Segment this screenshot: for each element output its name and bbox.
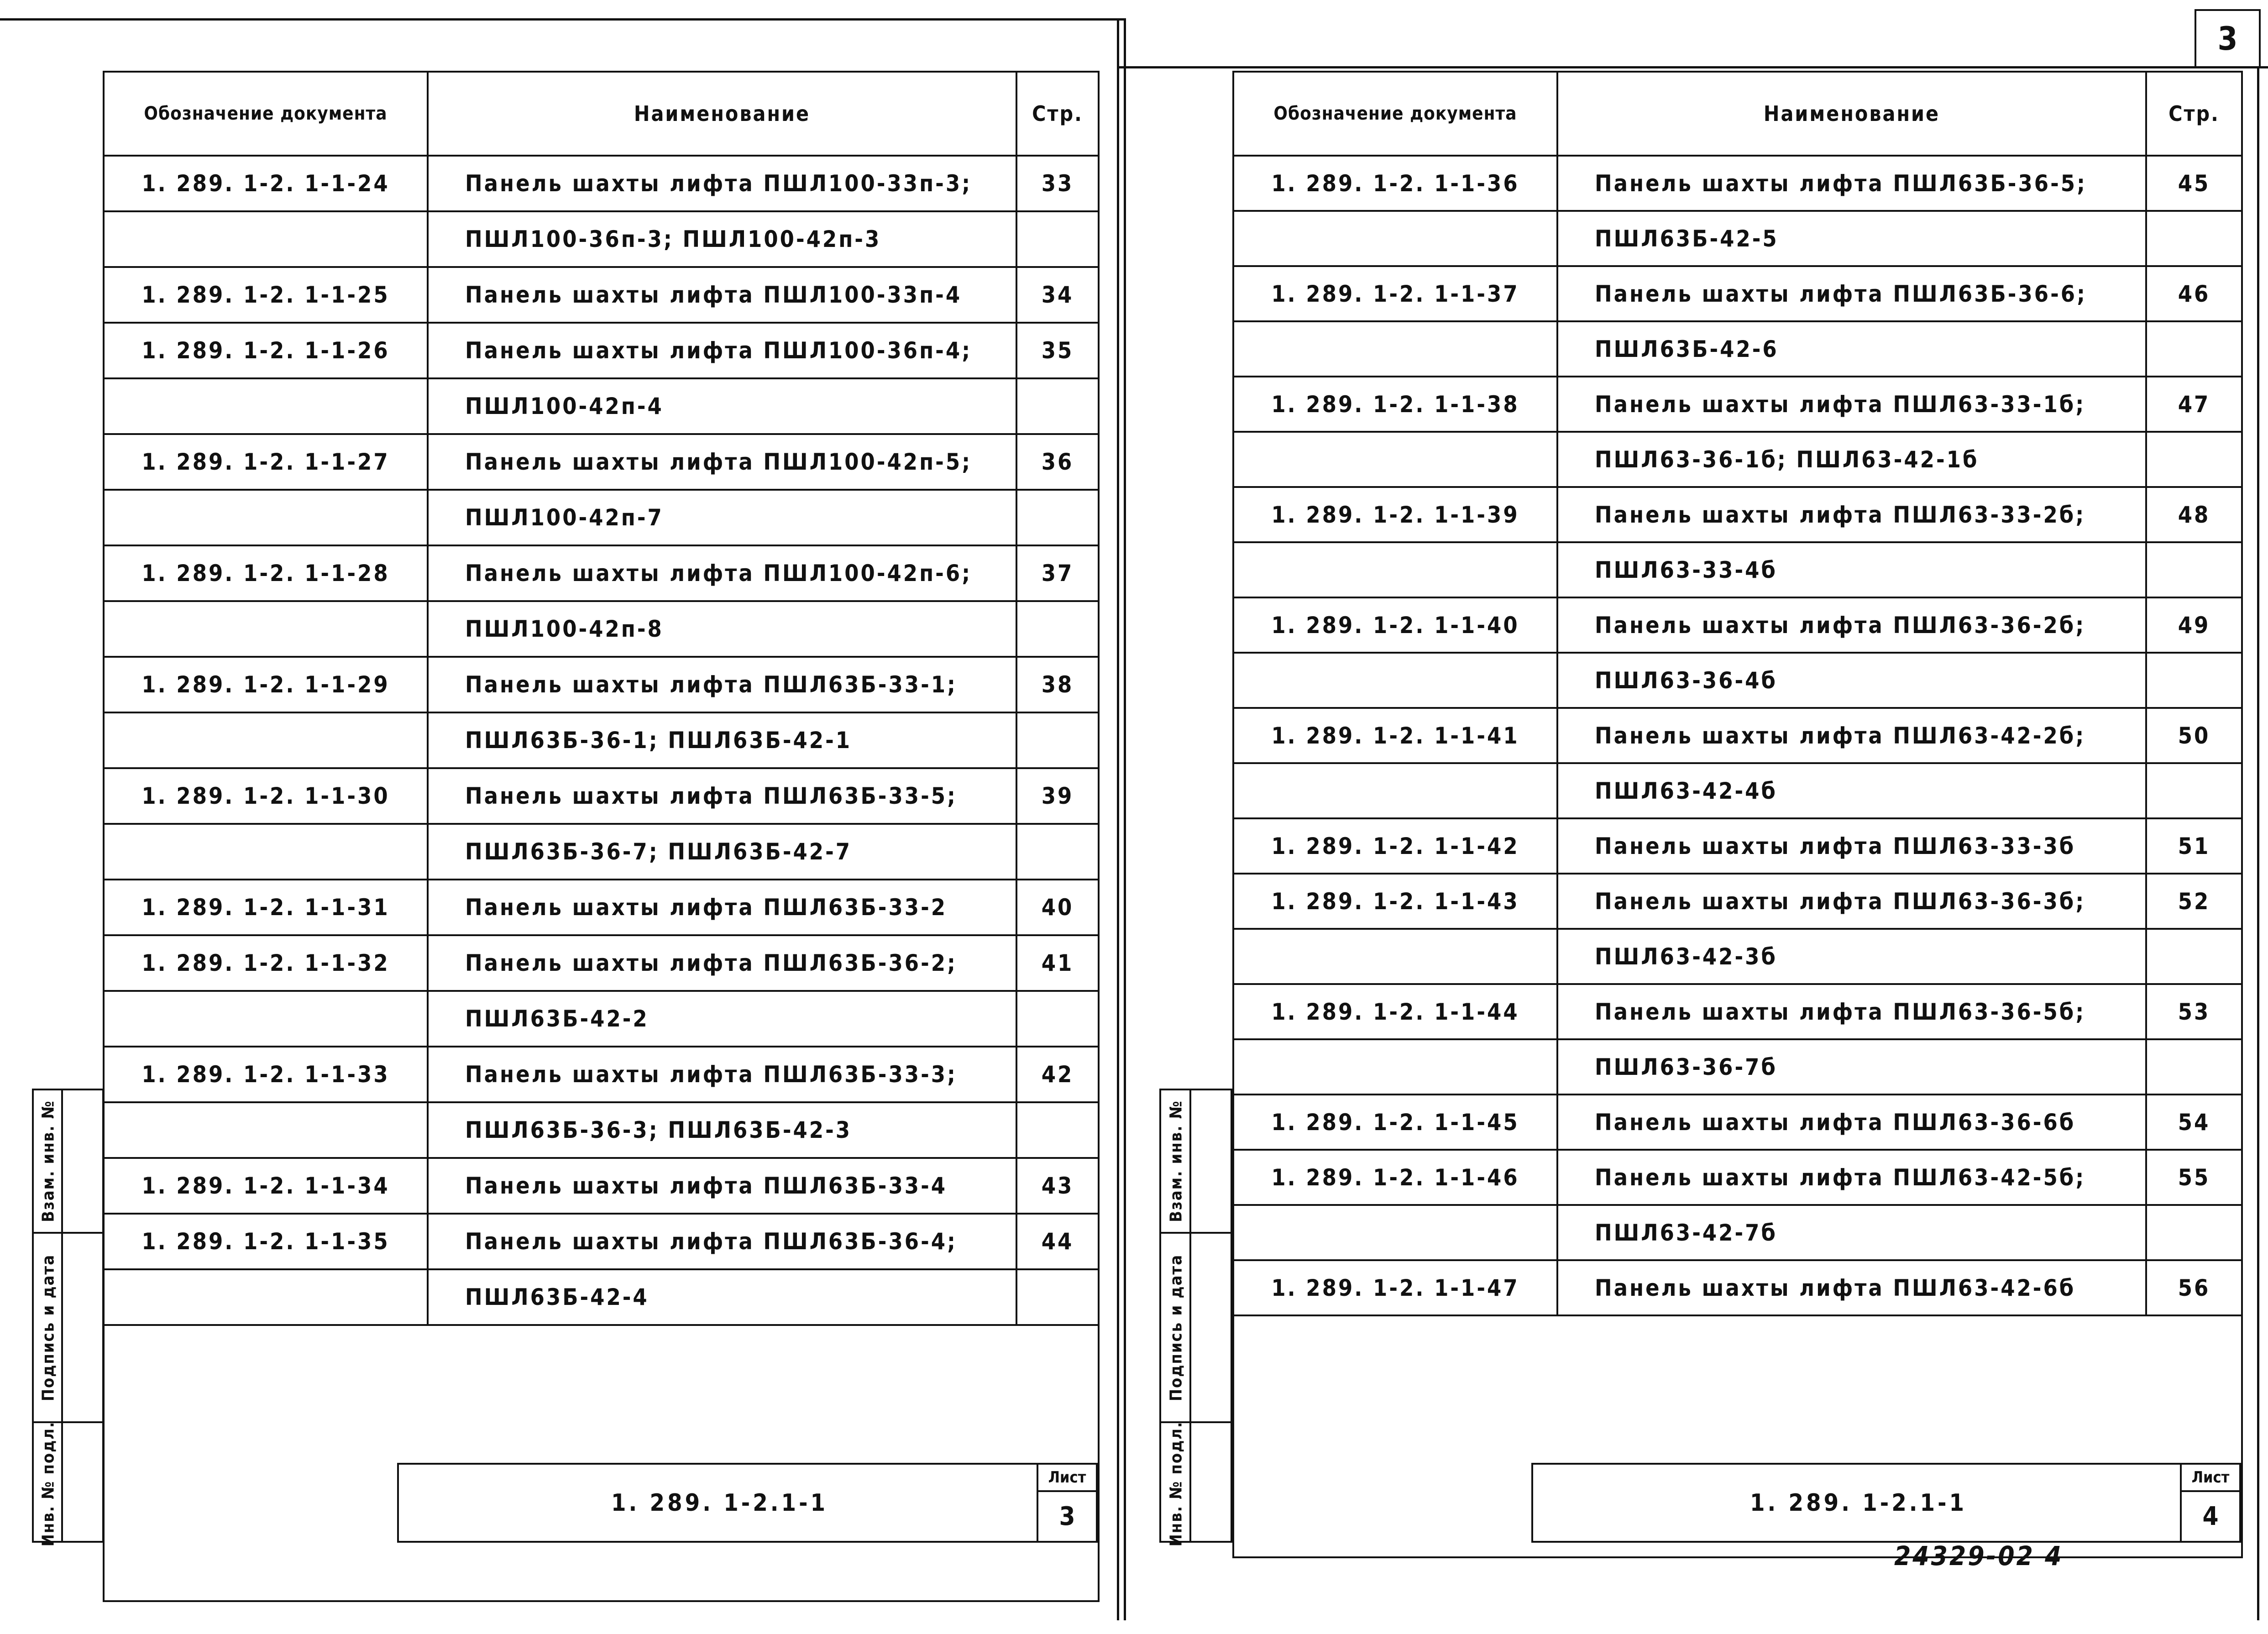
table-row <box>1233 1205 2242 1260</box>
cell-name: ПШЛ100-36п-3; ПШЛ100-42п-3 <box>428 211 1016 267</box>
cell-page: 39 <box>1016 768 1099 824</box>
stamp-sheet-label: Лист <box>2182 1465 2239 1492</box>
cell-document-code: 1. 289. 1-2. 1-1-44 <box>1233 984 1557 1039</box>
cell-document-code <box>104 378 428 434</box>
table-row <box>104 601 1099 657</box>
cell-page: 47 <box>2146 377 2242 432</box>
table-row <box>1233 874 2242 929</box>
cell-page: 50 <box>2146 708 2242 763</box>
cell-document-code: 1. 289. 1-2. 1-1-26 <box>104 323 428 378</box>
left-sheet-right-border <box>1124 18 1126 1620</box>
corner-page-number: 3 <box>2217 20 2238 58</box>
cell-page: 54 <box>2146 1095 2242 1150</box>
cell-name: Панель шахты лифта ПШЛ63Б-33-3; <box>428 1047 1016 1102</box>
table-row <box>104 657 1099 712</box>
cell-page: 43 <box>1016 1158 1099 1214</box>
cell-name: ПШЛ63-42-7б <box>1557 1205 2146 1260</box>
cell-page <box>2146 653 2242 708</box>
cell-name: ПШЛ63Б-42-6 <box>1557 321 2146 377</box>
cell-name: ПШЛ63Б-36-7; ПШЛ63Б-42-7 <box>428 824 1016 880</box>
table-row <box>104 323 1099 378</box>
left-side-strip <box>32 1089 104 1547</box>
cell-document-code <box>1233 929 1557 984</box>
cell-page: 48 <box>2146 487 2242 542</box>
cell-page: 42 <box>1016 1047 1099 1102</box>
cell-document-code: 1. 289. 1-2. 1-1-27 <box>104 434 428 490</box>
cell-document-code <box>1233 763 1557 818</box>
cell-name: Панель шахты лифта ПШЛ63-36-2б; <box>1557 597 2146 653</box>
cell-page <box>2146 763 2242 818</box>
cell-name: Панель шахты лифта ПШЛ63Б-36-6; <box>1557 266 2146 321</box>
label-signature-date: Подпись и дата <box>39 1254 58 1401</box>
table-row <box>1233 1039 2242 1095</box>
cell-page: 37 <box>1016 545 1099 601</box>
cell-name: Панель шахты лифта ПШЛ63Б-36-2; <box>428 935 1016 991</box>
cell-page: 45 <box>2146 156 2242 211</box>
right-document-table <box>1232 71 2243 1558</box>
table-row <box>1233 211 2242 266</box>
table-row <box>1233 763 2242 818</box>
left-document-table <box>103 71 1100 1602</box>
cell-page: 40 <box>1016 880 1099 935</box>
header-name: Наименование <box>1557 72 2146 156</box>
table-header-row <box>104 72 1099 156</box>
cell-page <box>2146 432 2242 487</box>
cell-document-code: 1. 289. 1-2. 1-1-40 <box>1233 597 1557 653</box>
cell-page: 33 <box>1016 156 1099 211</box>
table-row <box>104 880 1099 935</box>
table-row <box>104 1102 1099 1158</box>
cell-document-code: 1. 289. 1-2. 1-1-30 <box>104 768 428 824</box>
cell-page: 56 <box>2146 1260 2242 1315</box>
cell-name: Панель шахты лифта ПШЛ63Б-36-4; <box>428 1214 1016 1269</box>
cell-name: ПШЛ63-42-3б <box>1557 929 2146 984</box>
right-side-strip <box>1159 1089 1232 1547</box>
cell-name: Панель шахты лифта ПШЛ100-36п-4; <box>428 323 1016 378</box>
cell-page <box>1016 712 1099 768</box>
cell-name: ПШЛ63Б-42-2 <box>428 991 1016 1047</box>
cell-page <box>2146 1039 2242 1095</box>
cell-page <box>1016 601 1099 657</box>
label-original-inv: Инв. № подл. <box>1167 1421 1186 1547</box>
cell-name: Панель шахты лифта ПШЛ63-33-3б <box>1557 818 2146 874</box>
cell-page: 46 <box>2146 266 2242 321</box>
label-signature-date: Подпись и дата <box>1167 1254 1186 1401</box>
cell-name: Панель шахты лифта ПШЛ63Б-33-5; <box>428 768 1016 824</box>
cell-page <box>1016 211 1099 267</box>
cell-page: 55 <box>2146 1150 2242 1205</box>
cell-document-code: 1. 289. 1-2. 1-1-33 <box>104 1047 428 1102</box>
table-row <box>1233 984 2242 1039</box>
top-border-line <box>0 18 1125 21</box>
cell-page: 36 <box>1016 434 1099 490</box>
cell-name: Панель шахты лифта ПШЛ100-33п-3; <box>428 156 1016 211</box>
cell-name: ПШЛ63Б-42-5 <box>1557 211 2146 266</box>
cell-name: Панель шахты лифта ПШЛ63-33-2б; <box>1557 487 2146 542</box>
cell-document-code <box>1233 542 1557 597</box>
table-row <box>1233 487 2242 542</box>
cell-name: ПШЛ100-42п-7 <box>428 490 1016 545</box>
table-row <box>104 490 1099 545</box>
right-sheet-top-border <box>1117 66 2268 68</box>
cell-page <box>1016 490 1099 545</box>
cell-page: 49 <box>2146 597 2242 653</box>
header-document-code: Обозначение документа <box>1233 72 1557 156</box>
cell-document-code: 1. 289. 1-2. 1-1-45 <box>1233 1095 1557 1150</box>
cell-document-code: 1. 289. 1-2. 1-1-46 <box>1233 1150 1557 1205</box>
cell-name: Панель шахты лифта ПШЛ63-42-5б; <box>1557 1150 2146 1205</box>
cell-document-code <box>1233 1039 1557 1095</box>
cell-page: 52 <box>2146 874 2242 929</box>
table-row <box>1233 377 2242 432</box>
table-row <box>104 1047 1099 1102</box>
cell-name: Панель шахты лифта ПШЛ100-42п-5; <box>428 434 1016 490</box>
cell-page <box>1016 991 1099 1047</box>
table-row <box>104 712 1099 768</box>
header-name: Наименование <box>428 72 1016 156</box>
cell-name: Панель шахты лифта ПШЛ63Б-33-1; <box>428 657 1016 712</box>
table-row <box>1233 653 2242 708</box>
cell-name: Панель шахты лифта ПШЛ100-42п-6; <box>428 545 1016 601</box>
cell-name: ПШЛ63Б-36-1; ПШЛ63Б-42-1 <box>428 712 1016 768</box>
cell-name: Панель шахты лифта ПШЛ100-33п-4 <box>428 267 1016 323</box>
cell-page: 44 <box>1016 1214 1099 1269</box>
cell-document-code: 1. 289. 1-2. 1-1-38 <box>1233 377 1557 432</box>
table-row <box>104 991 1099 1047</box>
table-row <box>1233 432 2242 487</box>
archive-number: 24329-02 4 <box>1894 1540 2064 1571</box>
table-row <box>1233 156 2242 211</box>
cell-document-code <box>104 824 428 880</box>
cell-document-code: 1. 289. 1-2. 1-1-25 <box>104 267 428 323</box>
cell-name: ПШЛ63Б-36-3; ПШЛ63Б-42-3 <box>428 1102 1016 1158</box>
cell-name: ПШЛ63-36-4б <box>1557 653 2146 708</box>
table-row <box>104 267 1099 323</box>
header-page: Стр. <box>2146 72 2242 156</box>
label-original-inv: Инв. № подл. <box>39 1421 58 1547</box>
cell-document-code: 1. 289. 1-2. 1-1-36 <box>1233 156 1557 211</box>
cell-page: 34 <box>1016 267 1099 323</box>
cell-document-code <box>104 211 428 267</box>
right-sheet-right-border <box>2257 66 2259 1620</box>
cell-name: Панель шахты лифта ПШЛ63Б-36-5; <box>1557 156 2146 211</box>
cell-page: 51 <box>2146 818 2242 874</box>
stamp-sheet-number: 4 <box>2202 1502 2219 1531</box>
cell-name: ПШЛ63-36-1б; ПШЛ63-42-1б <box>1557 432 2146 487</box>
table-row <box>1233 818 2242 874</box>
cell-name: ПШЛ63-42-4б <box>1557 763 2146 818</box>
cell-document-code: 1. 289. 1-2. 1-1-47 <box>1233 1260 1557 1315</box>
header-document-code: Обозначение документа <box>104 72 428 156</box>
cell-name: Панель шахты лифта ПШЛ63Б-33-4 <box>428 1158 1016 1214</box>
cell-document-code: 1. 289. 1-2. 1-1-35 <box>104 1214 428 1269</box>
cell-document-code: 1. 289. 1-2. 1-1-29 <box>104 657 428 712</box>
table-header-row <box>1233 72 2242 156</box>
table-row <box>104 1158 1099 1214</box>
header-page: Стр. <box>1016 72 1099 156</box>
cell-document-code <box>1233 321 1557 377</box>
cell-page <box>2146 542 2242 597</box>
table-row <box>1233 1095 2242 1150</box>
stamp-document-code: 1. 289. 1-2.1-1 <box>611 1489 828 1517</box>
cell-document-code <box>1233 211 1557 266</box>
cell-document-code: 1. 289. 1-2. 1-1-37 <box>1233 266 1557 321</box>
table-row <box>1233 708 2242 763</box>
table-row <box>104 935 1099 991</box>
cell-document-code: 1. 289. 1-2. 1-1-43 <box>1233 874 1557 929</box>
table-row <box>1233 321 2242 377</box>
table-row <box>1233 929 2242 984</box>
cell-document-code <box>104 490 428 545</box>
cell-name: ПШЛ100-42п-8 <box>428 601 1016 657</box>
table-row <box>1233 1150 2242 1205</box>
cell-name: Панель шахты лифта ПШЛ63-36-5б; <box>1557 984 2146 1039</box>
cell-page: 35 <box>1016 323 1099 378</box>
table-row <box>104 434 1099 490</box>
cell-name: Панель шахты лифта ПШЛ63-36-6б <box>1557 1095 2146 1150</box>
table-row <box>1233 1260 2242 1315</box>
cell-document-code: 1. 289. 1-2. 1-1-42 <box>1233 818 1557 874</box>
cell-page <box>2146 929 2242 984</box>
right-title-block <box>1531 1463 2241 1543</box>
cell-document-code: 1. 289. 1-2. 1-1-28 <box>104 545 428 601</box>
cell-page <box>2146 211 2242 266</box>
cell-name: Панель шахты лифта ПШЛ63-42-2б; <box>1557 708 2146 763</box>
cell-document-code <box>104 1102 428 1158</box>
stamp-sheet-label: Лист <box>1038 1465 1096 1492</box>
cell-page <box>1016 378 1099 434</box>
stamp-document-code: 1. 289. 1-2.1-1 <box>1749 1489 1967 1517</box>
table-row <box>104 211 1099 267</box>
table-row <box>1233 266 2242 321</box>
cell-page <box>1016 1269 1099 1325</box>
cell-name: ПШЛ63-33-4б <box>1557 542 2146 597</box>
table-row <box>1233 597 2242 653</box>
label-replaced-inv: Взам. инв. № <box>1167 1100 1186 1222</box>
cell-document-code <box>104 1269 428 1325</box>
cell-name: ПШЛ100-42п-4 <box>428 378 1016 434</box>
cell-page: 38 <box>1016 657 1099 712</box>
table-row <box>104 768 1099 824</box>
table-row <box>104 1214 1099 1269</box>
cell-document-code: 1. 289. 1-2. 1-1-34 <box>104 1158 428 1214</box>
cell-page: 53 <box>2146 984 2242 1039</box>
stamp-sheet-number: 3 <box>1059 1502 1075 1531</box>
cell-document-code: 1. 289. 1-2. 1-1-31 <box>104 880 428 935</box>
cell-document-code <box>1233 432 1557 487</box>
corner-page-box <box>2195 9 2261 68</box>
cell-document-code <box>104 991 428 1047</box>
table-row <box>104 545 1099 601</box>
cell-page: 41 <box>1016 935 1099 991</box>
cell-page <box>1016 824 1099 880</box>
label-replaced-inv: Взам. инв. № <box>39 1100 58 1222</box>
cell-page <box>2146 321 2242 377</box>
table-row <box>104 156 1099 211</box>
cell-document-code <box>1233 1205 1557 1260</box>
cell-document-code: 1. 289. 1-2. 1-1-32 <box>104 935 428 991</box>
table-row <box>1233 542 2242 597</box>
table-row <box>104 824 1099 880</box>
cell-document-code: 1. 289. 1-2. 1-1-39 <box>1233 487 1557 542</box>
cell-document-code <box>104 601 428 657</box>
cell-page <box>2146 1205 2242 1260</box>
cell-name: ПШЛ63Б-42-4 <box>428 1269 1016 1325</box>
left-title-block <box>397 1463 1098 1543</box>
table-row <box>104 378 1099 434</box>
cell-name: Панель шахты лифта ПШЛ63-33-1б; <box>1557 377 2146 432</box>
right-sheet-left-border <box>1117 18 1119 1620</box>
cell-name: ПШЛ63-36-7б <box>1557 1039 2146 1095</box>
table-row <box>104 1269 1099 1325</box>
cell-name: Панель шахты лифта ПШЛ63-36-3б; <box>1557 874 2146 929</box>
cell-name: Панель шахты лифта ПШЛ63Б-33-2 <box>428 880 1016 935</box>
cell-name: Панель шахты лифта ПШЛ63-42-6б <box>1557 1260 2146 1315</box>
cell-page <box>1016 1102 1099 1158</box>
cell-document-code: 1. 289. 1-2. 1-1-41 <box>1233 708 1557 763</box>
cell-document-code <box>1233 653 1557 708</box>
cell-document-code: 1. 289. 1-2. 1-1-24 <box>104 156 428 211</box>
cell-document-code <box>104 712 428 768</box>
